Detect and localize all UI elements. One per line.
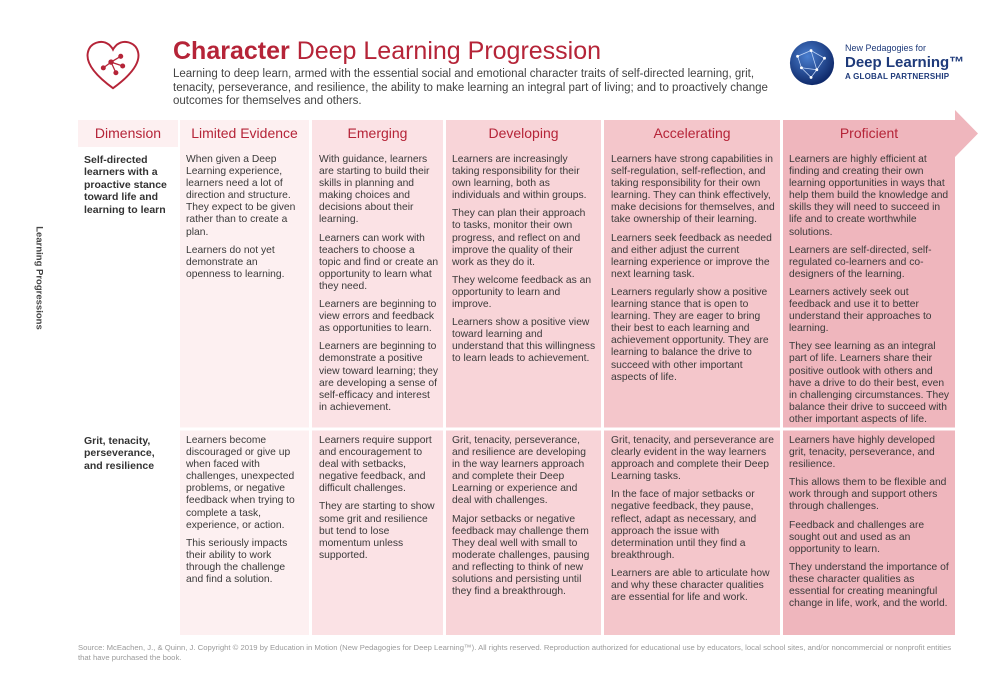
- column-header-proficient: Proficient: [839, 125, 899, 141]
- cell-paragraph: Learners are beginning to view errors and feedback as opportunities to learn.: [319, 299, 437, 335]
- cell-paragraph: Learners are increasingly taking responsibility for their own learning, both as individuals and within groups.: [452, 154, 587, 202]
- cell-paragraph: Learners are beginning to demonstrate a positive view toward learning; they are developing a sense of self-efficacy and interest in achievement.: [319, 341, 439, 413]
- cell-paragraph: Learners actively seek out feedback and use it to better understand their approaches to learning.: [789, 286, 932, 335]
- cell-paragraph: Learners show a positive view toward learning and understand that this willingness to learn leads to achievement.: [452, 317, 596, 365]
- cell-paragraph: Learners regularly show a positive learning stance that is open to learning. They are eager to bring their best to each learning and achievement opportunity. They are learning to balance the drive to succeed with other important aspects of life.: [611, 286, 769, 383]
- cell-paragraph: Grit, tenacity, perseverance, and resilience are developing in the way learners approach and complete their Deep Learning or experience and deal with challenges.: [452, 435, 586, 507]
- column-header-emerging: Emerging: [347, 125, 408, 141]
- row-label-self-directed: Self-directed learners with a proactive stance toward life and learning to learn: [84, 154, 167, 216]
- cell-grit-proficient: [789, 435, 951, 625]
- cell-paragraph: They are starting to show some grit and resilience but tend to lose momentum unless supported.: [319, 501, 435, 561]
- cell-paragraph: This seriously impacts their ability to work through the challenge and find a solution.: [186, 537, 288, 586]
- column-header-limited-evidence: Limited Evidence: [191, 125, 298, 141]
- column-header-dimension: Dimension: [94, 125, 162, 141]
- row-label-grit: Grit, tenacity, perseverance, and resilience: [84, 435, 155, 472]
- cell-paragraph: Learners have strong capabilities in self-regulation, self-reflection, and taking responsibility for their own learning. They can think effectively, make decisions for themselves, and take ownership of their learning.: [611, 154, 775, 226]
- intro-text: Learning to deep learn, armed with the essential social and emotional character traits of self-directed learning, grit, tenacity, perseverance, and resilience, the ability to make learning an integral part of living; and to proactively change outcomes for themselves and others.: [173, 68, 768, 107]
- cell-grit-emerging: [319, 435, 439, 625]
- cell-paragraph: They welcome feedback as an opportunity to learn and improve.: [452, 274, 592, 311]
- cell-paragraph: Grit, tenacity, and perseverance are clearly evident in the way learners approach and complete their Deep Learning tasks.: [611, 435, 774, 483]
- cell-grit-limited: [186, 435, 304, 625]
- cell-self-directed-developing: [452, 154, 596, 424]
- cell-self-directed-emerging: [319, 154, 439, 424]
- cell-paragraph: They understand the importance of these character qualities as essential for creating meaningful change in life, work, and the world.: [789, 561, 949, 610]
- cell-paragraph: This allows them to be flexible and work through and support others through challenges.: [789, 477, 947, 513]
- title-rest: Deep Learning Progression: [296, 37, 602, 65]
- cell-paragraph: Learners are able to articulate how and why these character qualities are essential for life and work.: [611, 567, 770, 604]
- cell-paragraph: When given a Deep Learning experience, learners need a lot of direction and structure. They expect to be given rather than to create a plan.: [186, 154, 296, 238]
- cell-paragraph: Learners seek feedback as needed and either adjust the current learning experience or improve the next learning task.: [611, 232, 772, 280]
- source-footer: Source: McEachen, J., & Quinn, J. Copyright © 2019 by Education in Motion (New Pedagogies for Deep Learning™). All rights reserved. Reproduction authorized for educational use by educators, local school sites, and/or noncommercial or nonprofit entities that have purchased the book.: [78, 643, 952, 662]
- column-header-developing: Developing: [488, 125, 559, 141]
- cell-paragraph: Learners require support and encouragement to deal with setbacks, negative feedback, and difficult challenges.: [319, 435, 432, 495]
- cell-self-directed-proficient: [789, 154, 951, 426]
- cell-paragraph: Learners have highly developed grit, tenacity, perseverance, and resilience.: [789, 435, 935, 471]
- side-label-text: Learning Progressions: [33, 226, 45, 330]
- cell-paragraph: Learners are highly efficient at finding and creating their own learning opportunities in ways that help them build the knowledge and skills they will need to succeed in life and to create worthwhile solutions.: [789, 154, 949, 238]
- cell-paragraph: Learners are self-directed, self-regulated co-learners and co-designers of the learning.: [789, 244, 932, 280]
- cell-paragraph: Learners can work with teachers to choose a topic and find or create an opportunity to learn what they need.: [319, 232, 439, 292]
- cell-paragraph: Feedback and challenges are sought out and used as an opportunity to learn.: [789, 519, 925, 555]
- cell-paragraph: With guidance, learners are starting to build their skills in planning and making choices and decisions about their learning.: [319, 154, 430, 226]
- title-bold: Character: [173, 37, 290, 65]
- cell-self-directed-limited: [186, 154, 304, 424]
- brand-tagline: A GLOBAL PARTNERSHIP: [845, 72, 950, 81]
- cell-paragraph: Learners do not yet demonstrate an openness to learning.: [186, 244, 285, 280]
- cell-grit-accelerating: [611, 435, 775, 625]
- cell-paragraph: In the face of major setbacks or negative feedback, they pause, reflect, adapt as necessary, and approach the issue with determination until they find a breakthrough.: [611, 489, 757, 561]
- brand-small: New Pedagogies for: [845, 43, 927, 53]
- cell-paragraph: They can plan their approach to tasks, monitor their own progress, and reflect on and improve the quality of their work as they do it.: [452, 208, 586, 268]
- column-header-accelerating: Accelerating: [653, 125, 731, 141]
- cell-grit-developing: [452, 435, 596, 625]
- cell-paragraph: Learners become discouraged or give up when faced with challenges, unexpected problems, or negative feedback when trying to complete a task, experience, or action.: [186, 435, 295, 531]
- cell-paragraph: They see learning as an integral part of life. Learners share their positive outlook with others and have a drive to do their best, even in challenging circumstances. They balance their drive to succeed with other important aspects of life.: [789, 341, 950, 425]
- progression-header-row: [78, 120, 978, 147]
- brand-big: Deep Learning™: [845, 54, 965, 71]
- cell-self-directed-accelerating: [611, 154, 775, 424]
- cell-paragraph: Major setbacks or negative feedback may challenge them They deal well with small to moderate challenges, pausing and reflecting to think of new solutions and persisting until they find a breakthrough.: [452, 513, 590, 598]
